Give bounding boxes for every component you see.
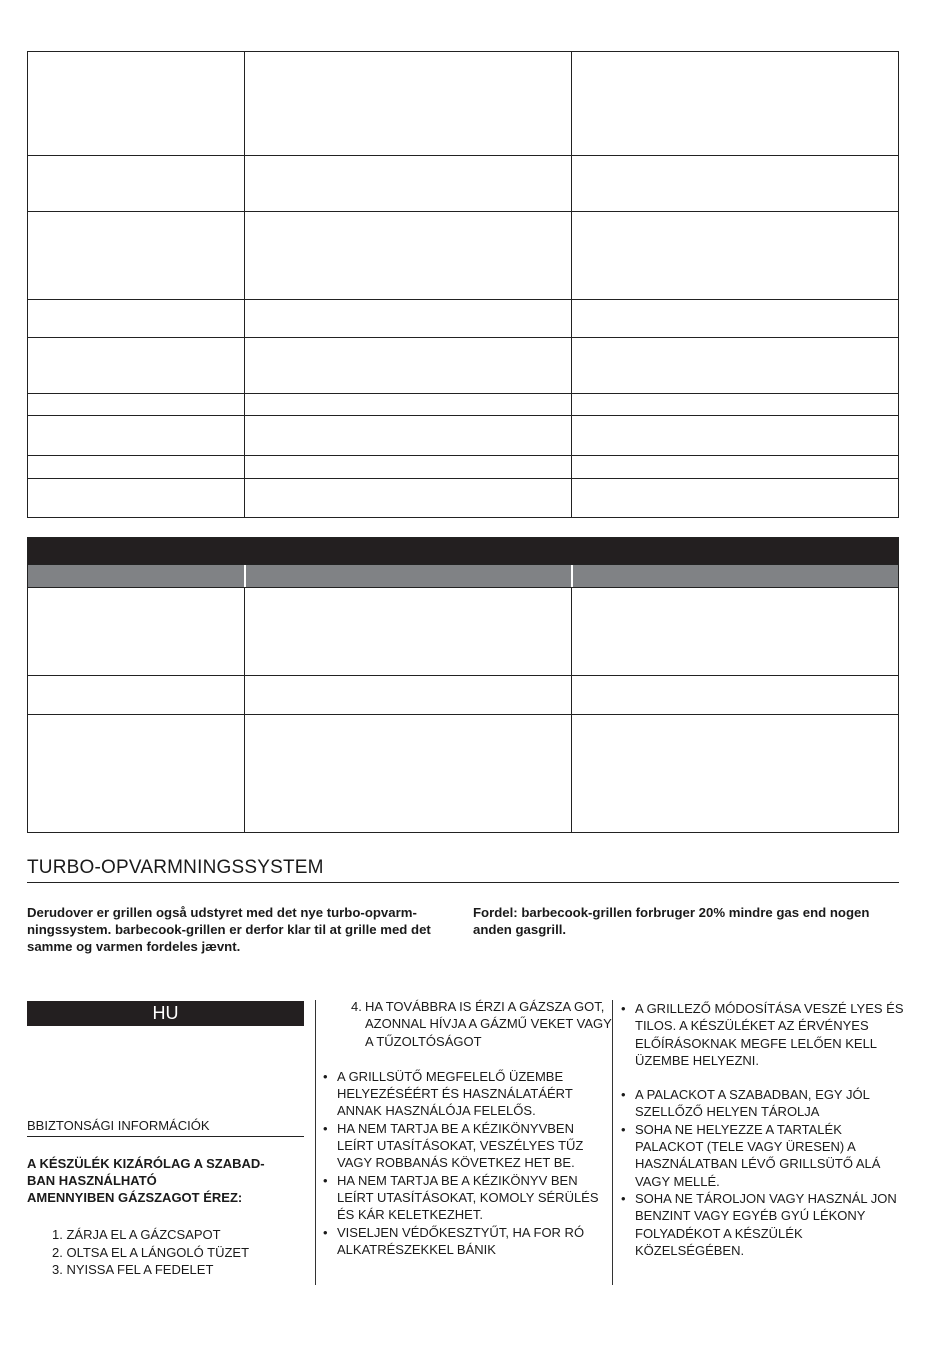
table-subheader-row [28, 564, 898, 587]
table-row [28, 155, 898, 211]
list-item: • SOHA NE TÁROLJON VAGY HASZNÁL JON BENZINT VAGY EGYÉB GYÚ LÉKONY FOLYADÉKOT A KÉSZÜLÉK KÖZELSÉGÉBEN. [621, 1190, 906, 1259]
intro-left: Derudover er grillen også udstyret med det nye turbo-opvarm-ningssystem. barbecook-grillen er derfor klar til at grille med det samme og varmen fordeles jævnt. [27, 905, 431, 954]
table-row [28, 587, 898, 675]
warning-heading-line: BAN HASZNÁLHATÓ [27, 1173, 157, 1188]
top-table [27, 51, 899, 518]
step-number: 1. [52, 1227, 63, 1242]
table-row [28, 337, 898, 393]
table-row [28, 415, 898, 455]
column-3 [621, 1000, 906, 1259]
step-number: 3. [52, 1262, 63, 1277]
step-text: ZÁRJA EL A GÁZCSAPOT [66, 1227, 221, 1242]
column-divider [315, 1000, 316, 1285]
table-row [28, 455, 898, 478]
list-item [52, 1226, 249, 1244]
warning-heading-line: AMENNYIBEN GÁZSZAGOT ÉREZ: [27, 1190, 243, 1205]
bottom-table [27, 537, 899, 833]
list-item: • HA NEM TARTJA BE A KÉZIKÖNYVBEN LEÍRT UTASÍTÁSOKAT, VESZÉLYES TŰZ VAGY ROBBANÁS KÖVETKEZ HET BE. [323, 1120, 608, 1172]
table-row [28, 714, 898, 832]
table-header-bar [28, 538, 898, 564]
list-item: • SOHA NE HELYEZZE A TARTALÉK PALACKOT (TELE VAGY ÜRESEN) A HASZNÁLATBAN LÉVŐ GRILLSÜTŐ ALÁ VAGY MELLÉ. [621, 1121, 906, 1190]
warning-heading-line: A KÉSZÜLÉK KIZÁRÓLAG A SZABAD- [27, 1156, 265, 1171]
table-row [28, 478, 898, 517]
list-item: • A PALACKOT A SZABADBAN, EGY JÓL SZELLŐZŐ HELYEN TÁROLJA [621, 1086, 906, 1121]
list-item [351, 998, 615, 1050]
table-row [28, 52, 898, 155]
list-item: • A GRILLSÜTŐ MEGFELELŐ ÜZEMBE HELYEZÉSÉÉRT ÉS HASZNÁLATÁÉRT ANNAK HASZNÁLÓJA FELELŐS. [323, 1068, 608, 1120]
warning-heading [27, 1155, 307, 1206]
step-number: 4. [351, 999, 362, 1014]
language-badge: HU [27, 1001, 304, 1026]
safety-title: BBIZTONSÁGI INFORMÁCIÓK [27, 1118, 304, 1137]
step-text: NYISSA FEL A FEDELET [66, 1262, 214, 1277]
column-2 [323, 998, 612, 1258]
table-row [28, 675, 898, 714]
step-text: OLTSA EL A LÁNGOLÓ TÜZET [66, 1244, 250, 1260]
table-row [28, 211, 898, 299]
list-item [52, 1261, 249, 1279]
list-item: • HA NEM TARTJA BE A KÉZIKÖNYV BEN LEÍRT UTASÍTÁSOKAT, KOMOLY SÉRÜLÉS ÉS KÁR KELETKEZHET. [323, 1172, 608, 1224]
list-item: • A GRILLEZŐ MÓDOSÍTÁSA VESZÉ LYES ÉS TILOS. A KÉSZÜLÉKET AZ ÉRVÉNYES ELŐÍRÁSOKNAK MEGFE LELŐEN KELL ÜZEMBE HELYEZNI. [621, 1000, 906, 1069]
section-title: TURBO-OPVARMNINGSSYSTEM [27, 857, 899, 883]
intro-right: Fordel: barbecook-grillen forbruger 20% mindre gas end nogen anden gasgrill. [473, 905, 870, 937]
step-text: HA TOVÁBBRA IS ÉRZI A GÁZSZA GOT, AZONNAL HÍVJA A GÁZMŰ VEKET VAGY A TŰZOLTÓSÁGOT [365, 999, 612, 1049]
list-item [52, 1244, 249, 1262]
steps-list [52, 1226, 249, 1279]
table-row [28, 393, 898, 415]
step-number: 2. [52, 1244, 63, 1260]
list-item: • VISELJEN VÉDŐKESZTYŰT, HA FOR RÓ ALKATRÉSZEKKEL BÁNIK [323, 1224, 608, 1259]
table-row [28, 299, 898, 337]
